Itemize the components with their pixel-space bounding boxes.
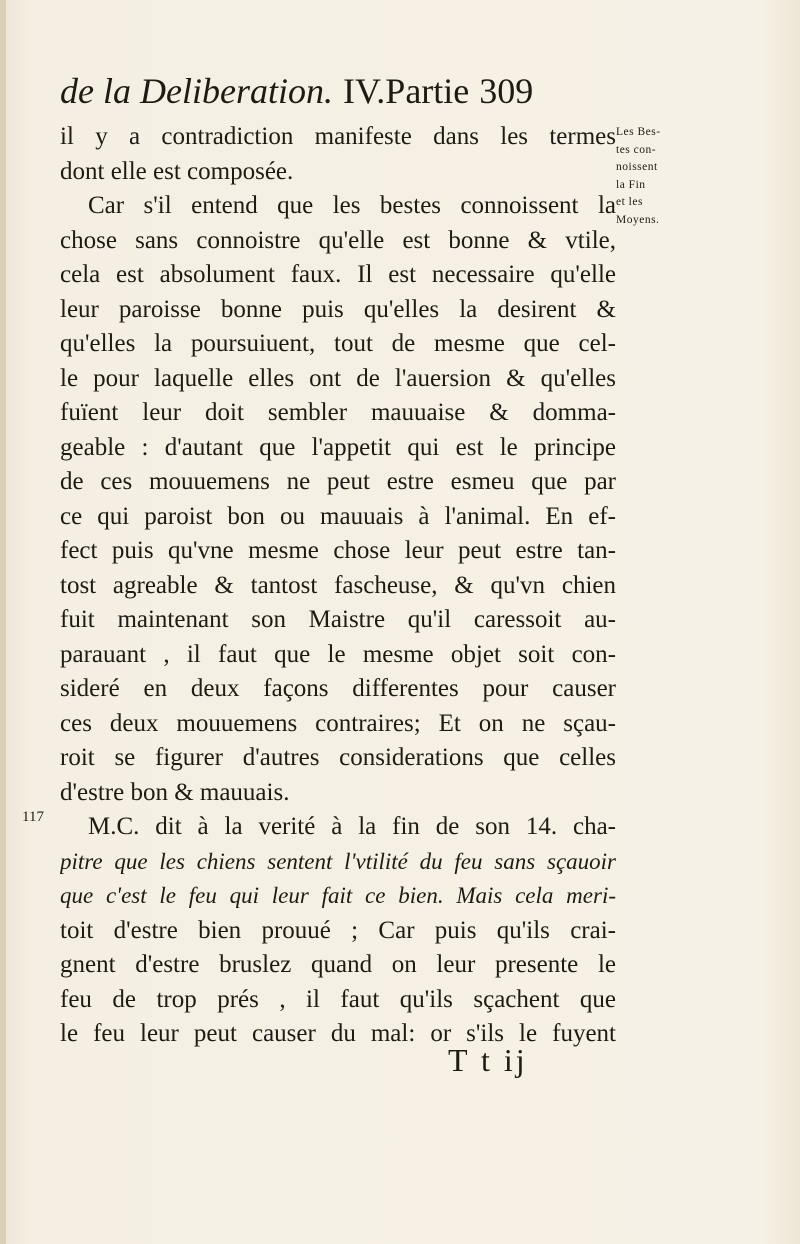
margin-note-line: la Fin xyxy=(616,178,646,191)
text-line: ces deux mouuemens contraires; Et on ne sçau- xyxy=(60,709,616,737)
text-line: leur paroisse bonne puis qu'elles la desirent & xyxy=(60,295,616,323)
margin-note xyxy=(616,124,700,229)
margin-note-line: tes con- xyxy=(616,143,657,156)
text-line: il y a contradiction manifeste dans les termes xyxy=(60,123,616,150)
text-line: parauant , il faut que le mesme objet soit con- xyxy=(60,640,616,668)
margin-note-line: et les xyxy=(616,196,643,208)
text-line: sideré en deux façons differentes pour causer xyxy=(60,675,616,702)
text-line: qu'elles la poursuiuent, tout de mesme que cel- xyxy=(60,330,616,357)
running-header xyxy=(60,66,620,116)
text-line: geable : d'autant que l'appetit qui est le principe xyxy=(60,433,616,461)
text-line-italic: que c'est le feu qui leur fait ce bien. Mais cela meri- xyxy=(60,883,616,908)
body-text xyxy=(60,120,616,1052)
text-line: tost agreable & tantost fascheuse, & qu'vn chien xyxy=(60,571,616,599)
text-line: le feu leur peut causer du mal: or s'ils le fuyent xyxy=(60,1020,616,1047)
text-line: Car s'il entend que les bestes connoissent la xyxy=(88,192,616,219)
text-line: fuit maintenant son Maistre qu'il caressoit au- xyxy=(60,606,616,633)
text-line: roit se figurer d'autres considerations que celles xyxy=(60,744,616,771)
signature-mark: T t ij xyxy=(448,1042,528,1078)
running-title: de la Deliberation. xyxy=(60,71,333,111)
margin-note-line: Moyens. xyxy=(616,213,660,226)
page-number: 309 xyxy=(479,71,534,111)
text-line: le pour laquelle elles ont de l'auersion & qu'elles xyxy=(60,364,616,392)
text-line: chose sans connoistre qu'elle est bonne & vtile, xyxy=(60,226,616,254)
margin-note-line: Les Bes- xyxy=(616,126,661,138)
margin-note-line: noissent xyxy=(616,161,658,173)
line-marker: 117 xyxy=(22,809,44,825)
text-line-italic: pitre que les chiens sentent l'vtilité du feu sans sçauoir xyxy=(60,848,616,874)
text-line: fect puis qu'vne mesme chose leur peut estre tan- xyxy=(60,537,616,564)
text-line: feu de trop prés , il faut qu'ils sçachent que xyxy=(60,985,616,1013)
text-line: ce qui paroist bon ou mauuais à l'animal. En ef- xyxy=(60,502,616,530)
text-line: M.C. dit à la verité à la fin de son 14. cha- xyxy=(88,813,616,840)
text-line: gnent d'estre bruslez quand on leur presente le xyxy=(60,951,616,978)
part-label: IV.Partie xyxy=(342,71,470,111)
text-line: de ces mouuemens ne peut estre esmeu que par xyxy=(60,468,616,495)
text-line: dont elle est composée. xyxy=(60,157,294,185)
binding-edge xyxy=(0,0,6,1244)
text-line: cela est absolument faux. Il est necessaire qu'elle xyxy=(60,261,616,288)
text-line: toit d'estre bien prouué ; Car puis qu'ils crai- xyxy=(60,916,616,944)
text-line: fuïent leur doit sembler mauuaise & domma- xyxy=(60,399,616,426)
text-line: d'estre bon & mauuais. xyxy=(60,778,290,806)
